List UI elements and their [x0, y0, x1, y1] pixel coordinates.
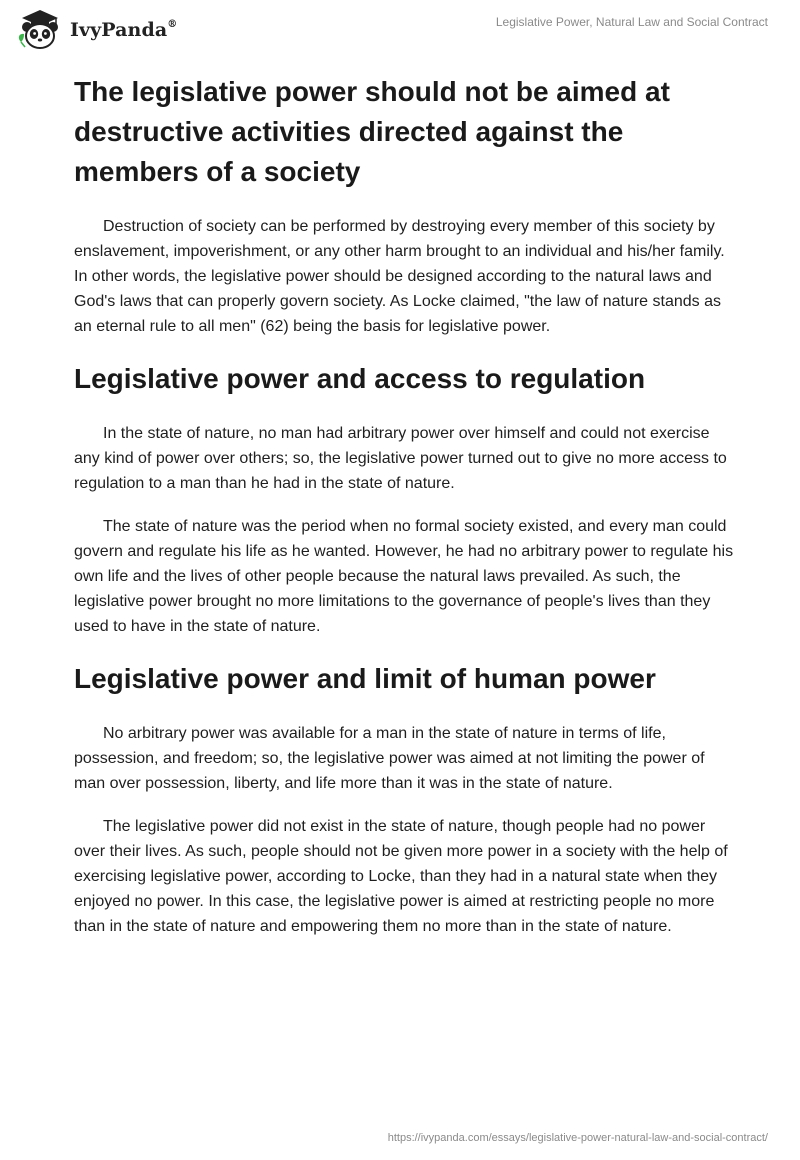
- section-heading: Legislative power and limit of human power: [74, 663, 656, 694]
- paragraph: No arbitrary power was available for a man in the state of nature in terms of life, possession, and freedom; so, the legislative power was aimed at not limiting the power of man over possession, liberty, and life more than it was in the state of nature.: [74, 725, 705, 792]
- brand-name: IvyPanda®: [70, 18, 178, 41]
- essay-content: [74, 72, 734, 957]
- paragraph: Destruction of society can be performed by destroying every member of this society by enslavement, impoverishment, or any other harm brought to an individual and his/her family. In other words, the legislative power should be designed according to the natural laws and God's laws that can properly govern society. As Locke claimed, "the law of nature stands as an eternal rule to all men" (62) being the basis for legislative power.: [74, 218, 725, 335]
- page-title: Legislative Power, Natural Law and Social Contract: [495, 15, 768, 29]
- source-url[interactable]: https://ivypanda.com/essays/legislative-power-natural-law-and-social-contract/: [387, 1132, 768, 1144]
- paragraph: In the state of nature, no man had arbitrary power over himself and could not exercise any kind of power over others; so, the legislative power turned out to give no more access to regulation to a man than he had in the state of nature.: [74, 425, 727, 492]
- section-heading: Legislative power and access to regulation: [74, 363, 646, 394]
- ivypanda-logo[interactable]: [16, 8, 177, 52]
- page-header: [0, 0, 800, 62]
- paragraph: The legislative power did not exist in the state of nature, though people had no power over their lives. As such, people should not be given more power in a society with the help of exercising legislative power, according to Locke, than they had in a natural state when they enjoyed no power. In this case, the legislative power is aimed at restricting people no more than in the state of nature and empowering them no more than in the state of nature.: [74, 818, 728, 935]
- paragraph: The state of nature was the period when no formal society existed, and every man could govern and regulate his life as he wanted. However, he had no arbitrary power to regulate his own life and the lives of other people because the natural laws prevailed. As such, the legislative power brought no more limitations to the governance of people's lives than they used to have in the state of nature.: [74, 518, 734, 635]
- section-heading: The legislative power should not be aimed at destructive activities directed against the members of a society: [74, 76, 670, 187]
- panda-graduate-icon: [16, 8, 64, 52]
